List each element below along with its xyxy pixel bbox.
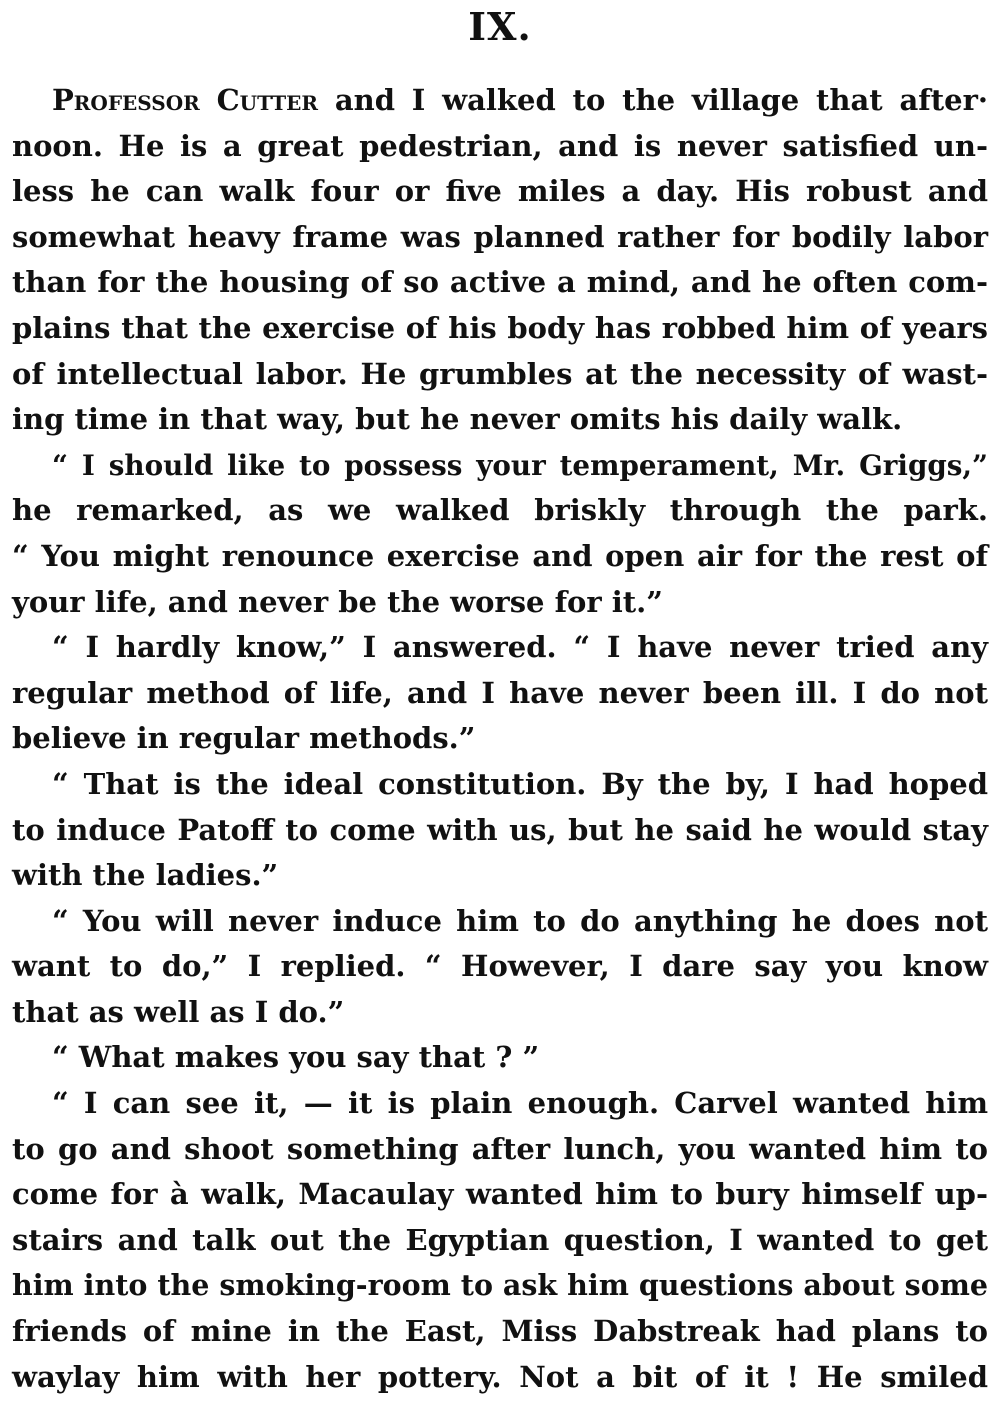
text-line: waylay him with her pottery. Not a bit of it ! He smiled [12,1359,988,1394]
text-line: stairs and talk out the Egyptian question, I wanted to get [12,1222,988,1257]
text-line [12,78,988,124]
text-line: come for à walk, Macaulay wanted him to bury himself up- [12,1177,988,1212]
text-line: with the ladies.” [12,858,279,893]
text-line: somewhat heavy frame was planned rather for bodily labor [12,219,988,254]
text-line: “ You might renounce exercise and open air for the rest of [12,538,988,573]
text-line: want to do,” I replied. “ However, I dare say you know [12,949,988,984]
text-line: friends of mine in the East, Miss Dabstreak had plans to [12,1314,988,1349]
text-line: “ I hardly know,” I answered. “ I have never tried any [52,630,988,665]
text-line: to go and shoot something after lunch, you wanted him to [12,1131,988,1166]
text-line: him into the smoking-room to ask him questions about some [12,1268,988,1303]
text-line: that as well as I do.” [12,994,345,1029]
text-line: of intellectual labor. He grumbles at the necessity of wast- [12,356,988,391]
text-line-content: and I walked to the village that after· [318,83,988,117]
text-line: he remarked, as we walked briskly through the park. [12,493,988,528]
text-line: to induce Patoff to come with us, but he said he would stay [12,812,988,847]
text-line: believe in regular methods.” [12,721,476,756]
body-text [12,78,988,1400]
text-line: “ I should like to possess your temperament, Mr. Griggs,” [52,448,988,482]
text-line: “ What makes you say that ? ” [52,1040,540,1075]
text-line: plains that the exercise of his body has robbed him of years [12,310,988,345]
text-line: “ I can see it, — it is plain enough. Carvel wanted him [52,1086,988,1121]
text-line: your life, and never be the worse for it.” [12,584,663,619]
text-line: regular method of life, and I have never been ill. I do not [12,675,988,710]
text-line: less he can walk four or five miles a day. His robust and [12,174,988,209]
text-line: “ That is the ideal constitution. By the by, I had hoped [52,766,988,801]
chapter-heading: IX. [468,4,532,49]
text-line: ing time in that way, but he never omits his daily walk. [12,402,903,437]
text-line: “ You will never induce him to do anything he does not [52,903,988,938]
text-line: than for the housing of so active a mind, and he often com- [12,265,988,300]
text-line: noon. He is a great pedestrian, and is never satisfied un- [12,128,988,163]
small-caps-name: Professor Cutter [52,83,319,117]
